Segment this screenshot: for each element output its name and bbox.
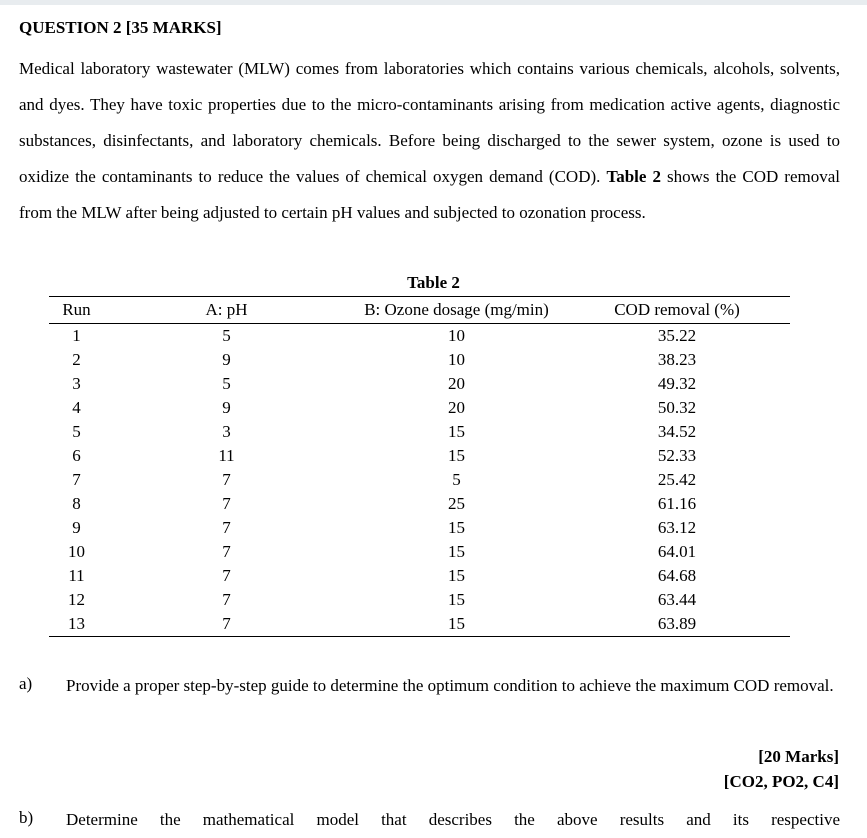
cell-ozone-dosage: 15 <box>448 422 465 441</box>
cell-ph: 7 <box>222 494 231 513</box>
cell-run: 1 <box>72 326 81 345</box>
header-run: Run <box>49 297 104 324</box>
cell-ozone-dosage: 20 <box>448 398 465 417</box>
table-row <box>49 516 790 540</box>
cell-run: 10 <box>68 542 85 561</box>
header-cod-removal: COD removal (%) <box>564 297 790 324</box>
cell-ozone-dosage: 20 <box>448 374 465 393</box>
cell-ozone-dosage: 25 <box>448 494 465 513</box>
header-ozone-dosage: B: Ozone dosage (mg/min) <box>349 297 564 324</box>
intro-paragraph <box>19 51 840 231</box>
table-row <box>49 372 790 396</box>
question-b-label: b) <box>19 808 34 827</box>
cell-ph: 7 <box>222 590 231 609</box>
cell-ph: 5 <box>222 326 231 345</box>
table-row <box>49 564 790 588</box>
intro-table-ref: Table 2 <box>606 167 661 186</box>
cod-table <box>49 296 790 637</box>
cell-ph: 7 <box>222 566 231 585</box>
cell-cod-removal: 63.89 <box>564 612 790 637</box>
cell-ph: 7 <box>222 542 231 561</box>
cell-run: 5 <box>72 422 81 441</box>
cell-ozone-dosage: 15 <box>448 590 465 609</box>
cell-run: 4 <box>72 398 81 417</box>
table-row <box>49 492 790 516</box>
table-row <box>49 324 790 349</box>
table-body <box>49 324 790 637</box>
table-row <box>49 348 790 372</box>
question-b-text: Determine the mathematical model that describes the above results and its respective <box>66 810 840 829</box>
cell-ozone-dosage: 15 <box>349 612 564 637</box>
cell-ozone-dosage: 5 <box>452 470 461 489</box>
intro-text-before: Medical laboratory wastewater (MLW) comes from laboratories which contains various chemicals, alcohols, solvents, and dyes. They have toxic properties due to the micro-contaminants arising from medication active agents, diagnostic substances, disinfectants, and laboratory chemicals. Before being discharged to the sewer system, ozone is used to oxidize the contaminants to reduce the values of chemical oxygen demand (COD). <box>19 59 840 186</box>
cell-cod-removal: 34.52 <box>657 422 697 441</box>
cell-ph: 7 <box>104 612 349 637</box>
cell-cod-removal: 50.32 <box>657 398 697 417</box>
cell-run: 12 <box>68 590 85 609</box>
cell-ozone-dosage: 15 <box>448 446 465 465</box>
question-a-outcomes: [CO2, PO2, C4] <box>723 772 839 791</box>
cell-ozone-dosage: 15 <box>448 566 465 585</box>
cell-cod-removal: 61.16 <box>657 494 697 513</box>
cell-ozone-dosage: 15 <box>448 518 465 537</box>
table-header-row <box>49 297 790 324</box>
cell-run: 11 <box>68 566 85 585</box>
question-a-text: Provide a proper step-by-step guide to determine the optimum condition to achieve the maximum COD removal. <box>66 676 834 695</box>
top-strip <box>0 0 867 5</box>
cell-cod-removal: 25.42 <box>657 470 697 489</box>
cell-cod-removal: 63.12 <box>657 518 697 537</box>
cell-cod-removal: 52.33 <box>657 446 697 465</box>
cell-ph: 7 <box>222 470 231 489</box>
table-row <box>49 420 790 444</box>
table-row <box>49 396 790 420</box>
cell-ph: 5 <box>222 374 231 393</box>
cell-cod-removal: 49.32 <box>657 374 697 393</box>
cell-ph: 7 <box>222 518 231 537</box>
cell-ozone-dosage: 15 <box>448 542 465 561</box>
cell-run: 9 <box>72 518 81 537</box>
cell-run: 7 <box>72 470 81 489</box>
question-a-label: a) <box>19 674 33 693</box>
question-heading: QUESTION 2 [35 MARKS] <box>19 18 222 37</box>
table-row <box>49 588 790 612</box>
table-row <box>49 444 790 468</box>
cell-run: 8 <box>72 494 81 513</box>
cell-ph: 3 <box>222 422 231 441</box>
cell-ph: 9 <box>222 350 231 369</box>
question-a-marks: [20 Marks] <box>758 747 839 766</box>
cell-ph: 11 <box>218 446 235 465</box>
cell-run: 3 <box>72 374 81 393</box>
table-row <box>49 468 790 492</box>
cell-ozone-dosage: 10 <box>448 326 465 345</box>
cell-run: 6 <box>72 446 81 465</box>
table-row <box>49 612 790 637</box>
cell-cod-removal: 38.23 <box>657 350 697 369</box>
cell-ph: 9 <box>222 398 231 417</box>
cell-cod-removal: 35.22 <box>657 326 697 345</box>
table-row <box>49 540 790 564</box>
cell-run: 13 <box>49 612 104 637</box>
header-ph: A: pH <box>104 297 349 324</box>
table-caption: Table 2 <box>407 273 460 292</box>
cell-cod-removal: 64.01 <box>657 542 697 561</box>
intro-text-after: shows the COD removal from the MLW after being adjusted to certain pH values and subjected to ozonation process. <box>19 167 841 222</box>
cell-cod-removal: 64.68 <box>657 566 697 585</box>
cell-ozone-dosage: 10 <box>448 350 465 369</box>
cell-cod-removal: 63.44 <box>657 590 697 609</box>
cell-run: 2 <box>72 350 81 369</box>
